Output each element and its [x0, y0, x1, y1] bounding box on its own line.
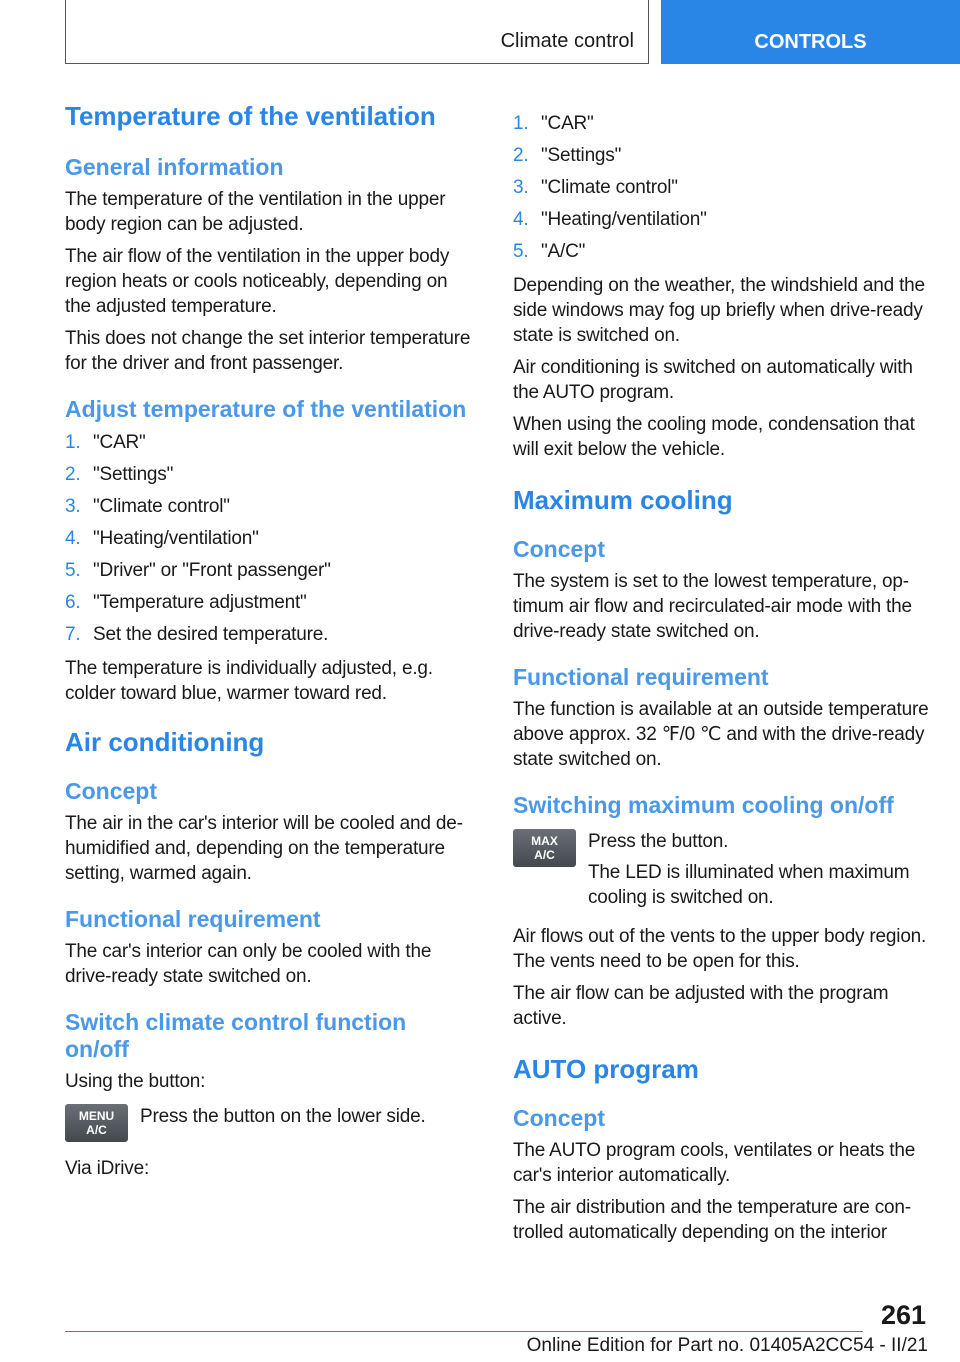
list-item: 5. "A/C": [513, 241, 586, 262]
paragraph: Depending on the weather, the windshield and the side windows may fog up briefly when drive-ready state is switched on.: [513, 275, 925, 346]
paragraph: Using the button:: [65, 1071, 206, 1092]
right-column: [513, 108, 933, 1252]
list-item: 7. Set the desired temperature.: [65, 624, 329, 645]
heading-functional-requirement: Functional requirement: [513, 664, 769, 690]
max-ac-button-icon: MAX A/C: [513, 829, 576, 867]
list-item: 5. "Driver" or "Front passenger": [65, 560, 331, 581]
heading-concept: Concept: [65, 778, 157, 804]
paragraph: The function is available at an outside temperature above approx. 32 ℉/0 ℃ and with the drive-ready state switched on.: [513, 699, 929, 770]
paragraph: Air conditioning is switched on automatically with the AUTO program.: [513, 357, 913, 403]
list-item: 2. "Settings": [65, 464, 174, 485]
heading-concept: Concept: [513, 1105, 605, 1131]
paragraph: Via iDrive:: [65, 1158, 150, 1179]
list-item: 2. "Settings": [513, 145, 622, 166]
heading-functional-requirement: Functional requirement: [65, 906, 321, 932]
paragraph: Press the button on the lower side.: [140, 1106, 426, 1127]
list-item: 3. "Climate control": [65, 496, 230, 517]
heading-auto-program: AUTO program: [513, 1054, 699, 1084]
paragraph: The temperature is individually adjusted, e.g. colder toward blue, warmer toward red.: [65, 658, 433, 704]
paragraph: The LED is illuminated when maximum cooling is switched on.: [588, 862, 910, 908]
paragraph: When using the cooling mode, condensation that will exit below the vehicle.: [513, 414, 915, 460]
heading-maximum-cooling: Maximum cooling: [513, 485, 733, 515]
steps-list-ac: [513, 108, 933, 268]
heading-switching-maximum-cooling: Switching maximum cooling on/off: [513, 792, 894, 818]
paragraph: Air flows out of the vents to the upper body region. The vents need to be open for this.: [513, 926, 927, 972]
paragraph: The AUTO program cools, ventilates or heats the car's interior automatically.: [513, 1140, 916, 1186]
footer-edition: Online Edition for Part no. 01405A2CC54 - II/21: [526, 1335, 928, 1356]
list-item: 4. "Heating/ventilation": [513, 209, 707, 230]
list-item: 1. "CAR": [513, 113, 594, 134]
heading-air-conditioning: Air conditioning: [65, 727, 265, 757]
heading-adjust-temperature: Adjust temperature of the ventilation: [65, 396, 467, 422]
paragraph: The air distribution and the temperature are controlled automatically depending on the interior: [513, 1197, 912, 1243]
heading-switch-climate-control: Switch climate control function on/off: [65, 1009, 407, 1062]
left-column: [65, 100, 475, 1188]
paragraph: The temperature of the ventilation in the upper body region can be adjusted.: [65, 189, 446, 235]
list-item: 3. "Climate control": [513, 177, 678, 198]
paragraph: The air flow can be adjusted with the program active.: [513, 983, 889, 1029]
paragraph: The system is set to the lowest temperature, optimum air flow and recirculated-air mode with the drive-ready state switched on.: [513, 571, 912, 642]
paragraph: Press the button.: [588, 831, 729, 852]
menu-ac-button-icon: MENU A/C: [65, 1104, 128, 1142]
footer-divider: [65, 1331, 863, 1332]
button-instruction: [513, 829, 933, 910]
list-item: 6. "Temperature adjustment": [65, 592, 307, 613]
paragraph: The car's interior can only be cooled with the drive-ready state switched on.: [65, 941, 432, 987]
list-item: 4. "Heating/ventilation": [65, 528, 259, 549]
button-instruction: [65, 1104, 475, 1156]
heading-general-information: General information: [65, 154, 284, 180]
header-section-title: Climate control: [500, 30, 634, 52]
paragraph: The air in the car's interior will be cooled and dehumidified and, depending on the temperature setting, warmed again.: [65, 813, 463, 884]
paragraph: This does not change the set interior temperature for the driver and front passenger.: [65, 328, 471, 374]
heading-concept: Concept: [513, 536, 605, 562]
heading-temperature-ventilation: Temperature of the ventilation: [65, 101, 436, 131]
header-section-box: [65, 0, 649, 64]
paragraph: The air flow of the ventilation in the upper body region heats or cools noticeably, depending on the adjusted temperature.: [65, 246, 450, 317]
list-item: 1. "CAR": [65, 432, 146, 453]
steps-list-adjust: [65, 427, 475, 651]
page-number: 261: [880, 1300, 926, 1330]
header-chapter-tab: CONTROLS: [661, 0, 960, 64]
